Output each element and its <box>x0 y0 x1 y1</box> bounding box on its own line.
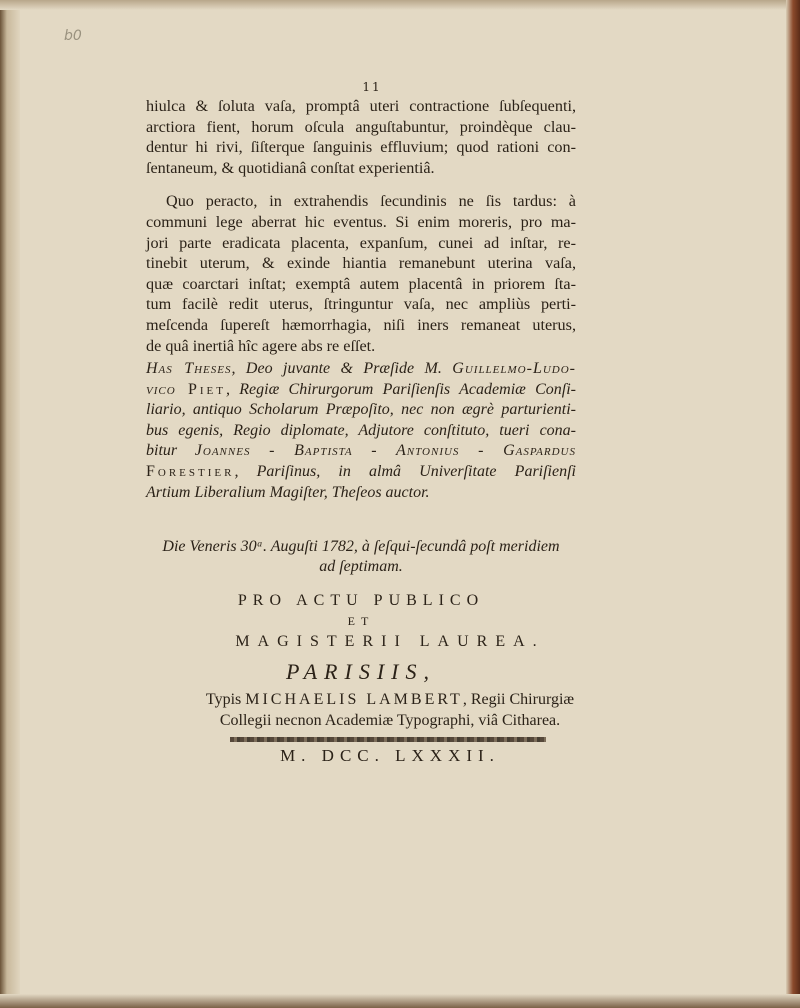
text-line: tinebit uterum, & exinde hiantia remanebunt uterina vaſa, <box>146 254 576 273</box>
theses-line: bus egenis, Regio diplomate, Adjutore conſtituto, tueri cona- <box>146 421 576 439</box>
theses-text: , Pariſinus, in almâ Univerſitate Pariſienſi <box>234 462 576 480</box>
ornamental-rule <box>230 737 546 742</box>
author-name: Joannes - Baptista - Antonius - Gaspardus <box>194 442 576 460</box>
author-surname: Forestier <box>146 462 235 480</box>
text-line: de quâ inertiâ hîc agere abs re eſſet. <box>146 336 376 355</box>
theses-text: bitur <box>146 442 195 460</box>
printer-line <box>190 689 590 710</box>
printer-title: , Regii Chirurgiæ <box>462 691 575 708</box>
page-top-edge <box>0 0 800 10</box>
theses-line <box>146 462 576 483</box>
praeses-name-cont: vico <box>146 380 176 398</box>
theses-line <box>146 359 576 380</box>
page-bottom-edge <box>0 994 800 1008</box>
theses-statement <box>146 359 576 503</box>
date-line: Die Veneris 30ᵃ. Auguſti 1782, à ſeſqui-ſecundâ poſt meridiem <box>162 538 560 555</box>
theses-heading: Has Theses <box>146 360 232 377</box>
text-line: hiulca & ſoluta vaſa, promptâ uteri contractione ſubſequenti, <box>146 97 576 115</box>
theses-text: , Regiæ Chirurgorum Pariſienſis Academiæ Conſi- <box>225 380 576 398</box>
magisterii-laurea: MAGISTERII LAUREA. <box>235 633 545 650</box>
theses-line <box>146 441 576 462</box>
text-line: arctiora fient, horum oſcula anguſtabuntur, proindèque clau- <box>146 117 576 136</box>
theses-line: liario, antiquo Scholarum Præpoſito, nec non ægrè parturienti- <box>146 401 576 419</box>
typis-label: Typis <box>205 691 246 708</box>
printer-line-2: Collegii necnon Academiæ Typographi, viâ Citharea. <box>219 712 561 729</box>
printer-imprint <box>190 689 590 731</box>
text-line: dentur hi rivi, ſiſterque ſanguinis effluvium; quod rationi con- <box>146 138 576 157</box>
theses-line: Artium Liberalium Magiſter, Theſeos auctor. <box>146 483 430 501</box>
text-line: quæ coarctari inſtat; exemptâ autem placentâ in priorem ſta- <box>146 274 576 293</box>
praeses-surname: Piet <box>175 380 226 398</box>
date-line: ad ſeptimam. <box>319 558 403 575</box>
defense-date <box>146 537 576 577</box>
page-left-edge <box>0 0 20 1008</box>
page-right-edge <box>786 0 800 1008</box>
page-number: 11 <box>362 80 382 94</box>
imprint-year: M. DCC. LXXXII. <box>280 746 500 765</box>
text-line: Quo peracto, in extrahendis ſecundinis ne ſis tardus: à <box>166 192 576 211</box>
praeses-name: Guillelmo-Ludo- <box>452 360 577 377</box>
imprint-city: PARISIIS, <box>286 659 436 684</box>
body-text <box>146 96 576 356</box>
paragraph-2 <box>146 191 576 356</box>
text-line: ſentaneum, & quotidianâ conſtat experientiâ. <box>146 158 435 177</box>
theses-line <box>146 380 576 401</box>
theses-text: , Deo juvante & Præſide M. <box>231 360 453 377</box>
pro-actu-publico: PRO ACTU PUBLICO <box>237 592 485 609</box>
text-line: meſcenda ſupereſt hæmorrhagia, niſi iners remaneat uterus, <box>146 315 576 334</box>
printer-name: MICHAELIS LAMBERT <box>245 691 463 708</box>
pencil-margin-note: b0 <box>64 28 82 44</box>
et-connector: ET <box>347 614 375 628</box>
text-line: communi lege aberrat hic eventus. Si enim moreris, pro ma- <box>146 212 576 231</box>
paragraph-1 <box>146 96 576 178</box>
text-line: jori parte eradicata placenta, expanſum, cunei ad inſtar, re- <box>146 233 576 252</box>
text-line: tum facilè redit uterus, ſtringuntur vaſa, nec ampliùs perti- <box>146 295 576 314</box>
